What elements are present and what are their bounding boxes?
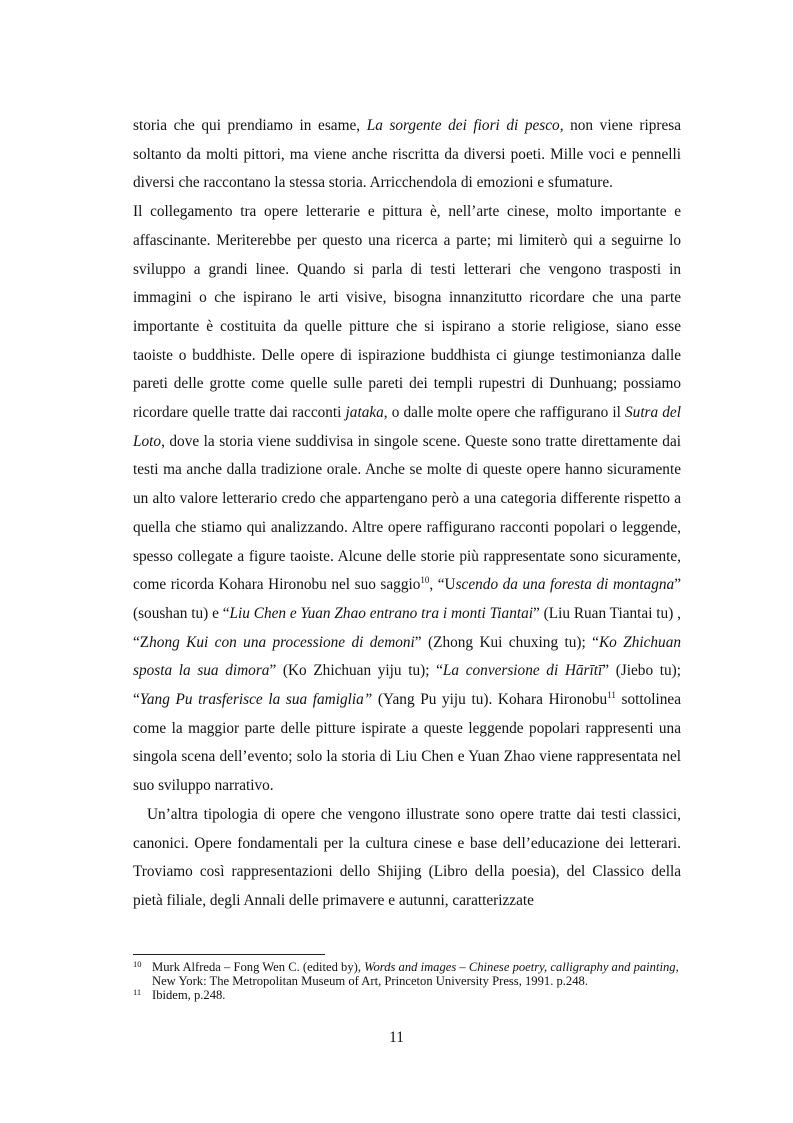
text-run: non viene ripresa soltanto da molti pittori, ma viene anche riscritta da diversi poeti. Mille voci e pennelli diversi che raccontano la stessa storia. Arricchendola di emozioni e sfumature. <box>133 117 682 192</box>
text-run: (Yang Pu yiju tu). Kohara Hironobu <box>372 691 608 709</box>
footnote <box>133 960 681 988</box>
italic-term: jataka <box>345 404 384 422</box>
footnote-number: 11 <box>133 987 142 997</box>
text-run: , “U <box>429 576 456 594</box>
italic-title: Sutra del Loto <box>133 404 681 450</box>
footnote <box>133 988 681 1002</box>
paragraph <box>133 112 681 198</box>
body-text <box>133 112 681 916</box>
text-run: New York: The Metropolitan Museum of Art, Princeton University Press, 1991. p.248. <box>152 974 588 988</box>
page-number: 11 <box>389 1029 404 1046</box>
text-run: ” (Liu Ruan Tiantai tu) , “Z <box>133 604 681 651</box>
text-run: ” (Ko Zhichuan yiju tu); “ <box>269 662 443 680</box>
italic-title: Words and images – Chinese poetry, calligraphy and painting, <box>364 960 679 974</box>
footnote-ref[interactable]: 11 <box>607 689 616 700</box>
paragraph <box>133 198 681 801</box>
footnote-separator <box>133 954 325 955</box>
text-run: Il collegamento tra opere letterarie e pittura è, nell’arte cinese, molto importante e affascinante. Meriterebbe per questo una ricerca a parte; mi limiterò qui a seguirne lo sviluppo a grandi linee. Quando si parla di testi letterari che vengono trasposti in immagini o che ispirano le arti visive, bisogna innanzitutto ricordare che una parte importante è costituita da quelle pitture che si ispirano a storie religiose, siano esse taoiste o buddhiste. Delle opere di ispirazione buddhista ci giunge testimonianza dalle pareti delle grotte come quelle sulle pareti dei templi rupestri di Dunhuang; possiamo ricordare quelle tratte dai racconti <box>133 203 681 422</box>
text-run: Murk Alfreda – Fong Wen C. (edited by), <box>152 960 365 974</box>
text-run: Un’altra tipologia di opere che vengono illustrate sono opere tratte dai testi classici, canonici. Opere fondamentali per la cultura cinese e base dell’educazione dei letterari. Troviamo così rappresentazioni dello Shijing (Libro della poesia), del Classico della pietà filiale, degli Annali delle primavere e autunni, caratterizzate <box>133 805 681 909</box>
text-run: ” (Jiebo tu); “ <box>133 662 681 709</box>
italic-title: Liu Chen e Yuan Zhao entrano tra i monti Tiantai <box>229 604 533 622</box>
text-run: , dove la storia viene suddivisa in singole scene. Queste sono tratte direttamente dai testi ma anche dalla tradizione orale. Anche se molte di queste opere hanno sicuramente un alto valore letterario credo che appartengano però a una categoria differente rispetto a quella che stiamo qui analizzando. Altre opere raffigurano racconti popolari o leggende, spesso collegate a figure taoiste. Alcune delle storie più rappresentate sono sicuramente, come ricorda Kohara Hironobu nel suo saggio <box>133 432 681 594</box>
text-run: storia che qui prendiamo in esame, <box>133 117 367 134</box>
text-run: ” (soushan tu) e “ <box>133 576 681 622</box>
footnotes <box>133 960 681 1002</box>
italic-title: hong Kui con una processione di demoni <box>149 633 415 651</box>
italic-title: Yang Pu trasferisce la sua famiglia” <box>139 691 373 709</box>
footnote-ref[interactable]: 10 <box>420 575 430 586</box>
text-run: sottolinea come la maggior parte delle pitture ispirate a queste leggende popolari rappresenti una singola scena dell’evento; solo la storia di Liu Chen e Yuan Zhao viene rappresentata nel suo sviluppo narrativo. <box>133 691 682 795</box>
footnote-number: 10 <box>133 959 142 969</box>
paragraph <box>133 801 681 916</box>
italic-title: scendo da una foresta di montagna <box>455 576 675 594</box>
text-run: Ibidem, p.248. <box>152 988 226 1002</box>
text-run: ” (Zhong Kui chuxing tu); “ <box>414 633 599 651</box>
italic-title: La sorgente dei fiori di pesco, <box>366 117 564 134</box>
italic-title: La conversione di Hārītī <box>442 662 603 680</box>
text-run: , o dalle molte opere che raffigurano il <box>383 404 626 422</box>
italic-title: Ko Zhichuan sposta la sua dimora <box>133 633 682 680</box>
